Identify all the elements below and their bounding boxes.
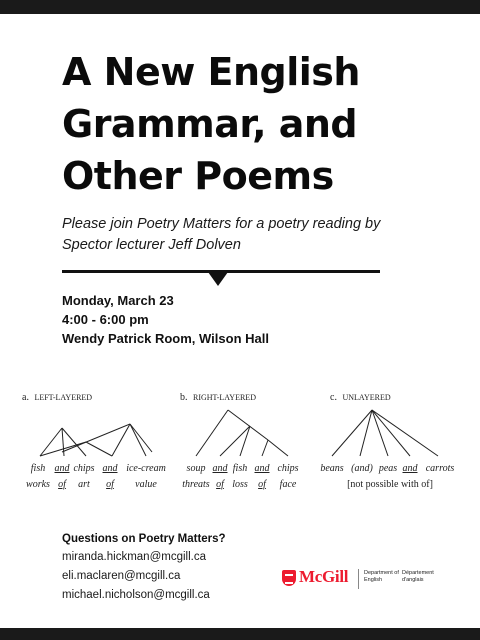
syntax-tree-diagram (0, 380, 480, 500)
label-c: c. UNLAYERED (330, 392, 391, 403)
word: and (54, 463, 70, 474)
word: soup (186, 463, 206, 474)
email-link[interactable]: michael.nicholson@mcgill.ca (62, 589, 210, 601)
word: art (78, 479, 90, 490)
event-time: 4:00 - 6:00 pm (62, 312, 149, 327)
word: carrots (425, 463, 455, 474)
word: loss (232, 479, 248, 490)
dept-en-line-1: Department of (364, 570, 399, 576)
dept-french (402, 570, 434, 584)
word: of (258, 479, 266, 490)
word: face (279, 479, 297, 490)
word: of (106, 479, 114, 490)
dept-fr-line-2: d'anglais (402, 577, 424, 583)
bottom-bar (0, 628, 480, 640)
word: works (26, 479, 50, 490)
word: (and) (351, 463, 373, 474)
subtitle: Please join Poetry Matters for a poetry reading by Spector lecturer Jeff Dolven (62, 216, 381, 253)
word: and (254, 463, 270, 474)
word: peas (378, 463, 398, 474)
word: fish (232, 463, 248, 474)
event-details (62, 291, 269, 348)
title-line-1: A New English (62, 50, 360, 94)
title-line-2: Grammar, and (62, 102, 358, 146)
shield-icon (282, 570, 296, 586)
logo-separator (358, 569, 359, 589)
dept-en-line-2: English (364, 577, 383, 583)
word: and (102, 463, 118, 474)
event-date: Monday, March 23 (62, 293, 174, 308)
word: chips (73, 463, 95, 474)
words-b (182, 463, 298, 490)
word: of (58, 479, 66, 490)
page-title (62, 46, 442, 202)
email-link[interactable]: miranda.hickman@mcgill.ca (62, 551, 206, 563)
word: of (216, 479, 224, 490)
mcgill-logo (282, 566, 452, 592)
questions-title: Questions on Poetry Matters? (62, 533, 226, 545)
words-c (320, 463, 454, 474)
title-line-3: Other Poems (62, 154, 334, 198)
email-link[interactable]: eli.maclaren@mcgill.ca (62, 570, 181, 582)
label-a: a. LEFT-LAYERED (22, 392, 93, 403)
word: beans (320, 463, 344, 474)
word: fish (30, 463, 46, 474)
word: and (402, 463, 418, 474)
top-bar (0, 0, 480, 14)
event-location: Wendy Patrick Room, Wilson Hall (62, 331, 269, 346)
word: threats (182, 479, 210, 490)
pointer-triangle (208, 272, 228, 286)
word: value (135, 479, 157, 490)
logo-name: McGill (299, 567, 349, 586)
dept-fr-line-1: Département (402, 570, 434, 576)
tree-lines (40, 410, 438, 456)
word: ice-cream (126, 463, 166, 474)
words-a (26, 463, 166, 490)
label-b: b. RIGHT-LAYERED (180, 392, 256, 403)
contact-section (62, 530, 226, 605)
dept-english (364, 570, 399, 584)
word: and (212, 463, 228, 474)
note-c: [not possible with of] (347, 479, 433, 490)
word: chips (277, 463, 299, 474)
